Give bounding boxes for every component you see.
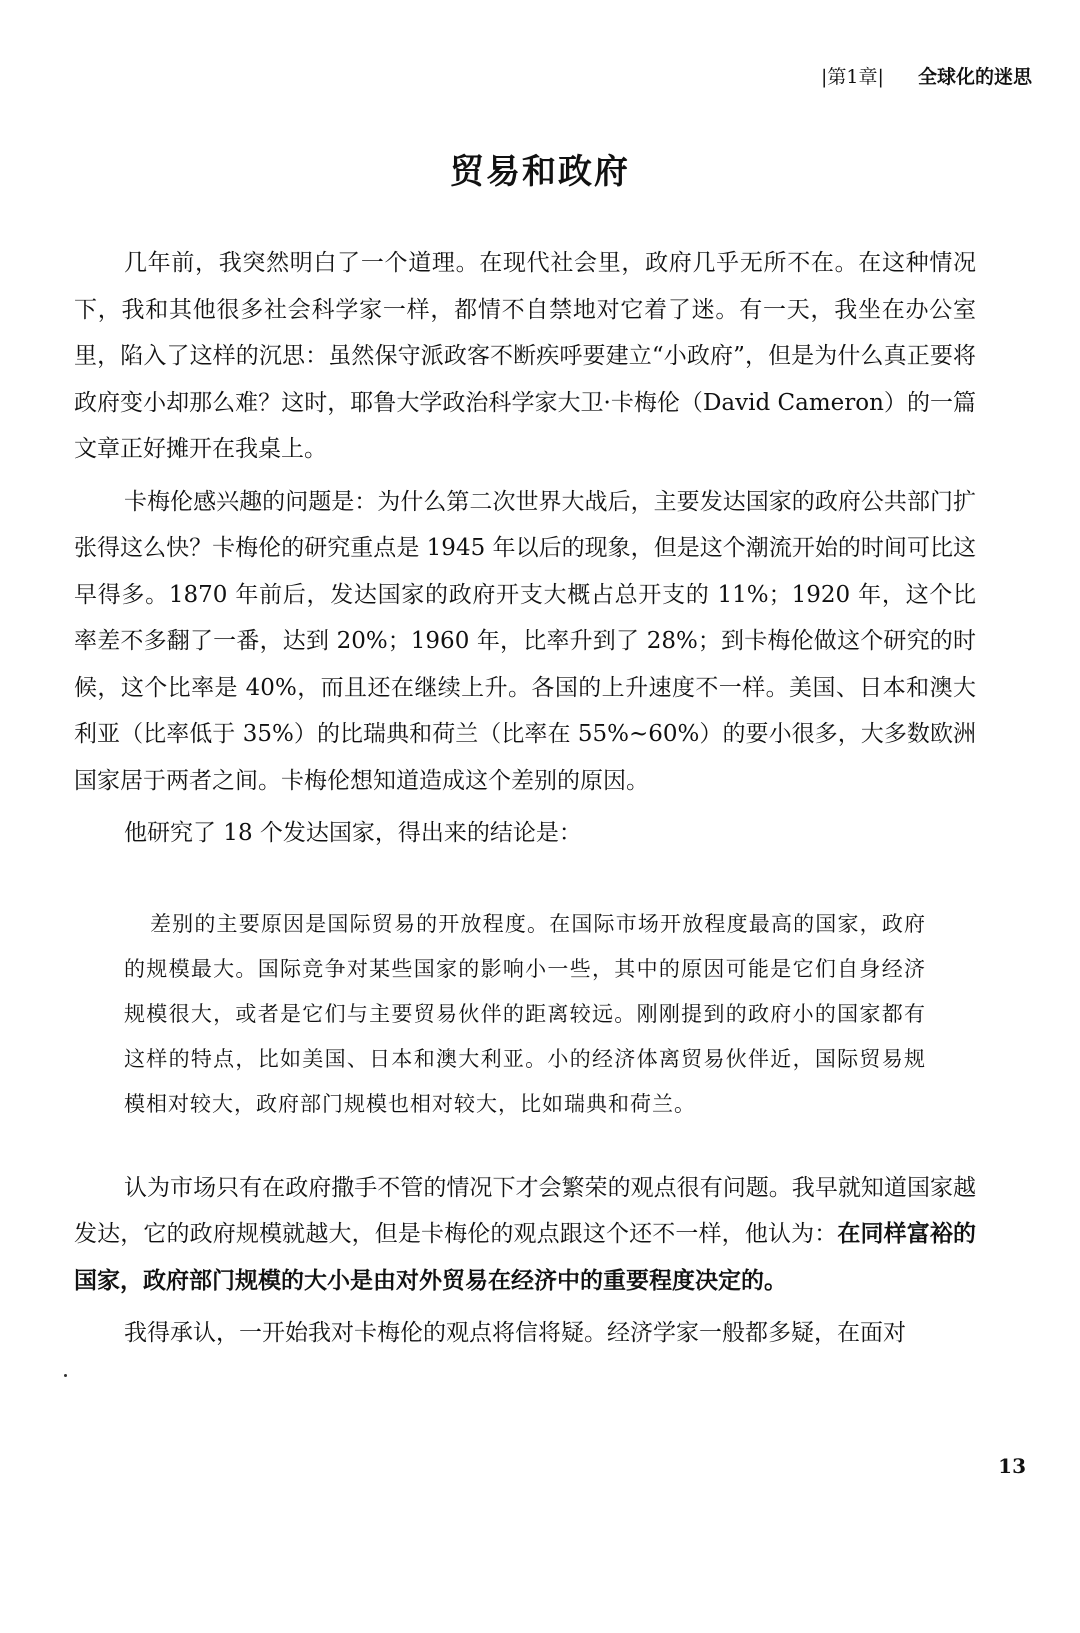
section-title: 贸易和政府 [450,152,630,192]
chapter-label: |第1章| [821,66,884,88]
scan-artifact-dot [64,1374,67,1377]
block-quote: 差别的主要原因是国际贸易的开放程度。在国际市场开放程度最高的国家，政府的规模最大。国际竞争对某些国家的影响小一些，其中的原因可能是它们自身经济规模很大，或者是它们与主要贸易伙伴的距离较远。刚刚提到的政府小的国家都有这样的特点，比如美国、日本和澳大利亚。小的经济体离贸易伙伴近，国际贸易规模相对较大，政府部门规模也相对较大，比如瑞典和荷兰。 [124,911,926,1116]
page-number: 13 [998,1454,1026,1478]
book-title: 全球化的迷思 [917,66,1032,88]
paragraph: 几年前，我突然明白了一个道理。在现代社会里，政府几乎无所不在。在这种情况下，我和其他很多社会科学家一样，都情不自禁地对它着了迷。有一天，我坐在办公室里，陷入了这样的沉思：虽然保守派政客不断疾呼要建立“小政府”，但是为什么真正要将政府变小却那么难？这时，耶鲁大学政治科学家大卫·卡梅伦（David Cameron）的一篇文章正好摊开在我桌上。 [74,250,976,462]
emphasized-sentence: 在同样富裕的国家，政府部门规模的大小是由对外贸易在经济中的重要程度决定的。 [74,1220,977,1294]
paragraph: 卡梅伦感兴趣的问题是：为什么第二次世界大战后，主要发达国家的政府公共部门扩张得这么快？卡梅伦的研究重点是 1945 年以后的现象，但是这个潮流开始的时间可比这早得多。1870 年前后，发达国家的政府开支大概占总开支的 11%；1920 年，这个比率差不多翻了一番，达到 20%；1960 年，比率升到了 28%；到卡梅伦做这个研究的时候，这个比率是 40%，而且还在继续上升。各国的上升速度不一样。美国、日本和澳大利亚（比率低于 35%）的比瑞典和荷兰（比率在 55%~60%）的要小很多，大多数欧洲国家居于两者之间。卡梅伦想知道造成这个差别的原因。 [74,488,976,794]
paragraph: 他研究了 18 个发达国家，得出来的结论是： [124,820,582,846]
paragraph-with-emphasis [74,1165,976,1305]
closing-paragraph: 我得承认，一开始我对卡梅伦的观点将信将疑。经济学家一般都多疑，在面对 [124,1320,906,1346]
running-header [821,62,1032,89]
body-text [74,240,976,1357]
paragraph-text: 认为市场只有在政府撒手不管的情况下才会繁荣的观点很有问题。我早就知道国家越发达，它的政府规模就越大，但是卡梅伦的观点跟这个还不一样，他认为： [74,1174,976,1247]
